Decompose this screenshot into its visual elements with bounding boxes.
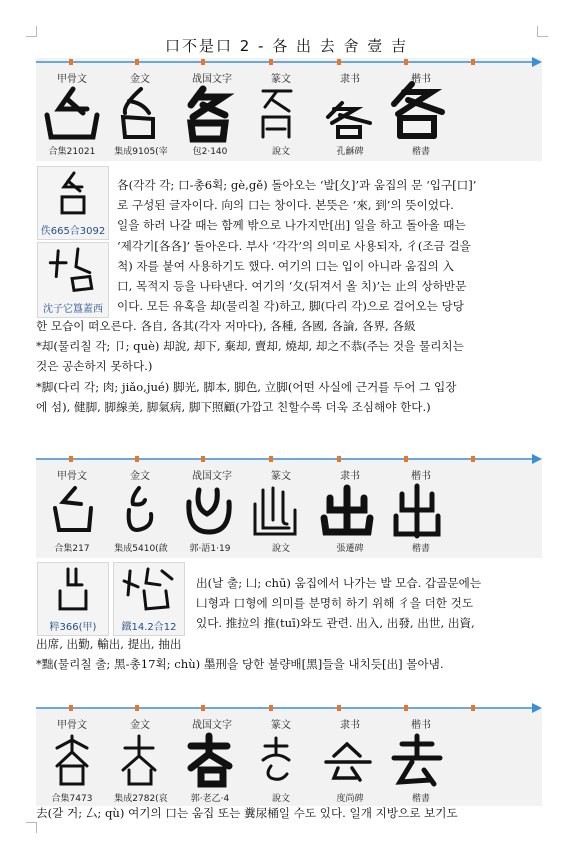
text-line: 있다. 推拉의 推(tuī)와도 관련. 出入, 出發, 出世, 出資, xyxy=(196,616,475,631)
era-label: 金文 xyxy=(130,74,150,85)
clerical-glyph xyxy=(312,730,382,790)
oracle-bone-glyph xyxy=(37,83,107,143)
timeline-arrow xyxy=(36,452,542,466)
text-line: *却(물리칠 각; 卩; què) 却說, 却下, 棄却, 賣却, 燒却, 却之不恭(주는 것을 물리치는 xyxy=(36,339,464,354)
ge-entry-text-continued xyxy=(36,316,542,417)
source-label: 楷書 xyxy=(411,544,430,554)
era-label: 甲骨文 xyxy=(57,720,87,731)
text-line: 凵형과 口형에 의미를 분명히 하기 위해 彳을 더한 것도 xyxy=(196,596,474,611)
text-line: 出(날 출; 凵; chū) 움집에서 나가는 발 모습. 갑골문에는 xyxy=(196,576,482,590)
source-label: 度尚碑 xyxy=(336,794,364,804)
inscription-thumbnail xyxy=(113,562,185,636)
era-label: 金文 xyxy=(130,471,150,482)
era-label: 楷书 xyxy=(411,720,431,731)
thumbnail-caption: 鐵14.2合12 xyxy=(121,622,177,633)
era-label: 甲骨文 xyxy=(57,74,87,85)
bronze-glyph xyxy=(103,480,173,540)
oracle-bone-glyph xyxy=(37,730,107,790)
source-label: 楷書 xyxy=(411,147,430,157)
text-line: 口, 목적지 등을 나타낸다. 여기의 ‘夂(뒤져서 올 치)’는 止의 상하반문 xyxy=(117,279,467,294)
margin-corner-mark xyxy=(26,822,37,833)
seal-glyph xyxy=(241,480,311,540)
timeline-arrow xyxy=(36,55,542,69)
oracle-bone-glyph xyxy=(37,480,107,540)
era-label: 战国文字 xyxy=(192,720,232,731)
text-line: *黜(물리칠 출; 黑-총17획; chù) 墨刑을 당한 불량배[黑]들을 내치듯[出] 몰아냄. xyxy=(36,657,444,672)
inscription-thumbnail xyxy=(37,166,109,240)
text-line: 에 섬), 健脚, 脚線美, 脚氣病, 脚下照顧(가깝고 친할수록 더욱 조심해야 한다.) xyxy=(36,399,431,414)
thumbnail-caption: 粹366(甲) xyxy=(49,622,97,633)
warring-states-glyph xyxy=(173,480,243,540)
source-label: 合集7473 xyxy=(51,794,93,804)
warring-states-glyph xyxy=(173,730,243,790)
era-label: 战国文字 xyxy=(192,471,232,482)
page-title: 口不是口 2 - 各 出 去 舍 壹 吉 xyxy=(164,37,409,55)
era-label: 篆文 xyxy=(271,74,291,85)
source-label: 說文 xyxy=(271,544,290,554)
source-label: 孔龢碑 xyxy=(336,147,364,157)
source-label: 郭·語1·19 xyxy=(189,544,231,554)
timeline-arrow xyxy=(36,701,542,715)
warring-states-glyph xyxy=(173,83,243,143)
era-label: 篆文 xyxy=(271,720,291,731)
text-line: ‘제각기[各各]’ 돌아온다. 부사 ‘각각’의 의미로 사용되자, 彳(조금 걸을 xyxy=(117,238,471,253)
source-label: 集成2782(哀 xyxy=(114,794,168,804)
era-label: 隶书 xyxy=(340,471,360,482)
thumbnail-caption: 沈子它簋蓋西 xyxy=(43,304,103,315)
source-label: 合集217 xyxy=(54,544,90,554)
era-label: 楷书 xyxy=(411,74,431,85)
source-label: 集成9105(宰 xyxy=(114,147,168,157)
text-line: 去(갈 거; 厶; qù) 여기의 口는 움집 또는 糞尿桶일 수도 있다. 일개 지방으로 보기도 xyxy=(36,806,458,820)
bronze-glyph xyxy=(103,83,173,143)
text-line: 척) 자를 붙여 사용하기도 했다. 여기의 口는 입이 아니라 움집의 入 xyxy=(117,258,455,273)
source-label: 郭·老乙·4 xyxy=(190,794,230,804)
chu-entry-text xyxy=(196,573,542,634)
clerical-glyph xyxy=(312,480,382,540)
source-label: 張遷碑 xyxy=(336,544,364,554)
regular-script-glyph xyxy=(382,80,452,140)
thumbnail-caption: 佚665合3092 xyxy=(40,226,106,237)
inscription-thumbnail xyxy=(37,242,109,318)
regular-script-glyph xyxy=(382,480,452,540)
seal-glyph xyxy=(241,83,311,143)
source-label: 說文 xyxy=(271,147,290,157)
source-label: 合集21021 xyxy=(48,147,96,157)
inscription-thumbnail xyxy=(37,562,109,636)
text-line: 各(각각 각; 口-총6획; gè,gě) 돌아오는 ‘발[夂]’과 움집의 문 ‘입구[口]’ xyxy=(117,178,477,192)
text-line: 로 구성된 글자이다. 向의 口는 창이다. 본뜻은 ‘來, 到’의 뜻이었다. xyxy=(117,198,454,213)
clerical-glyph xyxy=(312,83,382,143)
chu-entry-text-continued xyxy=(36,634,542,674)
era-label: 楷书 xyxy=(411,471,431,482)
text-line: 出席, 出勤, 輸出, 提出, 抽出 xyxy=(36,637,182,651)
era-label: 隶书 xyxy=(340,720,360,731)
text-line: *脚(다리 각; 肉; jiǎo,jué) 脚光, 脚本, 脚色, 立脚(어떤 사실에 근거를 두어 그 입장 xyxy=(36,379,457,394)
text-line: 일을 하러 나갈 때는 함께 밖으로 나가지만[出] 일을 하고 돌아올 때는 xyxy=(117,218,466,233)
regular-script-glyph xyxy=(382,730,452,790)
ge-entry-text xyxy=(117,175,542,316)
source-label: 楷書 xyxy=(411,794,430,804)
source-label: 說文 xyxy=(271,794,290,804)
era-label: 隶书 xyxy=(340,74,360,85)
bronze-glyph xyxy=(103,730,173,790)
seal-glyph xyxy=(241,730,311,790)
text-line: 것은 공손하지 못하다.) xyxy=(36,359,153,374)
text-line: 이다. 모든 유혹을 却(물리칠 각)하고, 脚(다리 각)으로 걸어오는 당당 xyxy=(117,299,464,314)
era-label: 战国文字 xyxy=(192,74,232,85)
era-label: 金文 xyxy=(130,720,150,731)
era-label: 篆文 xyxy=(271,471,291,482)
source-label: 包2·140 xyxy=(192,147,228,157)
qu-entry-text xyxy=(36,803,542,823)
source-label: 集成5410(啟 xyxy=(114,544,168,554)
era-label: 甲骨文 xyxy=(57,471,87,482)
text-line: 한 모습이 떠오른다. 各自, 各其(각자 저마다), 各種, 各國, 各論, 各界, 各級 xyxy=(36,319,416,333)
